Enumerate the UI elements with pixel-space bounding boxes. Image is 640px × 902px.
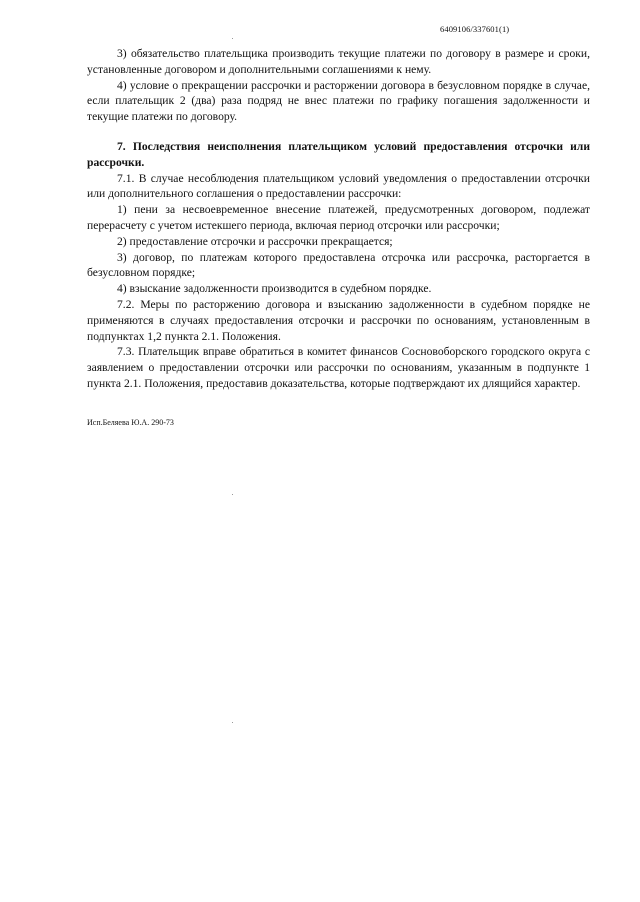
paragraph-7-1-item-1: 1) пени за несвоевременное внесение платежей, предусмотренных договором, подлежат перерасчету с учетом истекшего периода, включая период отсрочки или рассрочки; xyxy=(87,203,590,232)
paragraph-7-1-item-2: 2) предоставление отсрочки и рассрочки прекращается; xyxy=(117,234,393,248)
scan-speck xyxy=(232,722,233,723)
paragraph-7-3: 7.3. Плательщик вправе обратиться в комитет финансов Сосновоборского городского округа с заявлением о предоставлении отсрочки или рассрочки по основаниям, указанным в подпункте 1 пункта 2.1. Положения, предоставив доказательства, которые подтверждают их длящийся характер. xyxy=(87,345,590,390)
scan-speck xyxy=(232,38,233,39)
executor-note: Исп.Беляева Ю.А. 290-73 xyxy=(87,418,174,427)
document-id: 6409106/337601(1) xyxy=(440,24,510,34)
paragraph-item-3: 3) обязательство плательщика производить текущие платежи по договору в размере и сроки, установленные договором и дополнительными соглашениями к нему. xyxy=(87,47,590,76)
scan-speck xyxy=(232,494,233,495)
paragraph-7-1-item-4: 4) взыскание задолженности производится в судебном порядке. xyxy=(117,282,432,296)
paragraph-7-1-item-3: 3) договор, по платежам которого предоставлена отсрочка или рассрочка, расторгается в безусловном порядке; xyxy=(87,250,590,280)
paragraph-7-2: 7.2. Меры по расторжению договора и взысканию задолженности в судебном порядке не применяются в случаях предоставления отсрочки и рассрочки по основаниям, установленным в подпунктах 1,2 пункта 2.1. Положения. xyxy=(87,297,590,343)
paragraph-7-1: 7.1. В случае несоблюдения плательщиком условий уведомления о предоставлении отсрочки или дополнительного соглашения о предоставлении рассрочки: xyxy=(87,171,590,201)
paragraph-item-4: 4) условие о прекращении рассрочки и расторжении договора в безусловном порядке в случае, если плательщик 2 (два) раза подряд не внес платежи по графику погашения задолженности и текущие платежи по договору. xyxy=(87,78,590,124)
section-7-heading: 7. Последствия неисполнения плательщиком условий предоставления отсрочки или рассрочки. xyxy=(87,139,590,169)
document-body xyxy=(87,46,590,392)
